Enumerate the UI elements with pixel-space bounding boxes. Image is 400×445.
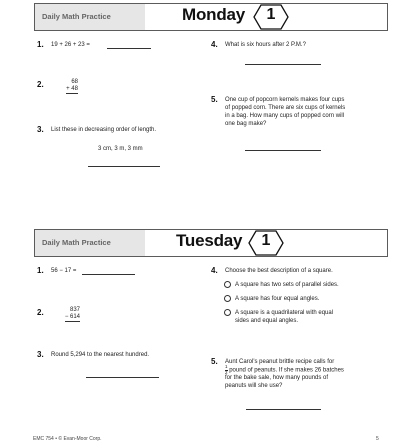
tuesday-p4-option3-line2: sides and equal angles. [235, 318, 299, 324]
tuesday-lesson-number: 1 [261, 232, 271, 249]
tuesday-p4-option2-radio[interactable] [224, 295, 231, 302]
tuesday-p4-number: 4. [211, 266, 218, 275]
monday-p3-text: List these in decreasing order of length. [51, 127, 157, 133]
monday-p5-line3: in a bag. How many cups of popped corn will [225, 113, 345, 119]
monday-p5-line4: one bag make? [225, 121, 267, 127]
monday-p5-number: 5. [211, 95, 218, 104]
monday-p2-top: 68 [71, 79, 78, 85]
tuesday-p2-vertical-subtraction [56, 307, 80, 322]
monday-p4-text: What is six hours after 2 P.M.? [225, 42, 306, 48]
monday-p4-number: 4. [211, 40, 218, 49]
tuesday-p4-option2-text: A square has four equal angles. [235, 296, 320, 302]
tuesday-banner [34, 229, 388, 257]
monday-p2-number: 2. [37, 80, 44, 89]
tuesday-day-title: Tuesday [176, 231, 243, 250]
monday-day-title: Monday [182, 5, 246, 24]
tuesday-p1-answer-line[interactable] [82, 274, 135, 275]
fraction-numerator: 1 [225, 364, 228, 369]
monday-p3-values: 3 cm, 3 m, 3 mm [98, 146, 143, 152]
tuesday-p2-bottom: − 614 [64, 314, 80, 320]
tuesday-p3-text: Round 5,294 to the nearest hundred. [51, 352, 150, 358]
tuesday-p5-line1: Aunt Carol's peanut brittle recipe calls for [225, 359, 335, 365]
tuesday-p4-option3-radio[interactable] [224, 309, 231, 316]
monday-lesson-number: 1 [266, 6, 276, 23]
tuesday-banner-label: Daily Math Practice [42, 238, 111, 247]
tuesday-p3-number: 3. [37, 350, 44, 359]
monday-p1-text: 19 + 26 + 23 = [51, 42, 90, 48]
fraction-denominator: 2 [225, 369, 228, 375]
monday-p2-vertical-addition [56, 79, 78, 94]
monday-banner-label: Daily Math Practice [42, 12, 111, 21]
monday-p1-number: 1. [37, 40, 44, 49]
tuesday-p2-top: 837 [69, 307, 80, 313]
tuesday-p3-answer-line[interactable] [86, 377, 159, 378]
tuesday-p5-answer-line[interactable] [246, 409, 321, 410]
footer-page-number: 5 [376, 436, 379, 442]
tuesday-p5-line3: for the bake sale, how many pounds of [225, 375, 329, 381]
monday-p4-answer-line[interactable] [245, 64, 321, 65]
tuesday-p1-number: 1. [37, 266, 44, 275]
monday-p5-line1: One cup of popcorn kernels makes four cups [225, 97, 345, 103]
tuesday-p4-option1-radio[interactable] [224, 281, 231, 288]
tuesday-p2-number: 2. [37, 308, 44, 317]
monday-p1-answer-line[interactable] [107, 48, 151, 49]
tuesday-p5-number: 5. [211, 357, 218, 366]
monday-p3-number: 3. [37, 125, 44, 134]
monday-p2-bottom: + 48 [66, 86, 78, 92]
monday-p3-answer-line[interactable] [88, 166, 160, 167]
monday-p5-line2: of popped corn. There are six cups of kernels [225, 105, 346, 111]
monday-banner [34, 3, 388, 31]
tuesday-p1-text: 56 − 17 = [51, 268, 77, 274]
tuesday-p4-option3-line1: A square is a quadrilateral with equal [235, 310, 334, 316]
footer-credit: EMC 754 • © Evan-Moor Corp. [33, 436, 102, 442]
tuesday-p4-text: Choose the best description of a square. [225, 268, 333, 274]
monday-p5-answer-line[interactable] [245, 150, 321, 151]
tuesday-p4-option1-text: A square has two sets of parallel sides. [235, 282, 339, 288]
tuesday-p5-line2: pound of peanuts. If she makes 26 batches [229, 367, 344, 374]
tuesday-p5-line4: peanuts will she use? [225, 383, 283, 389]
